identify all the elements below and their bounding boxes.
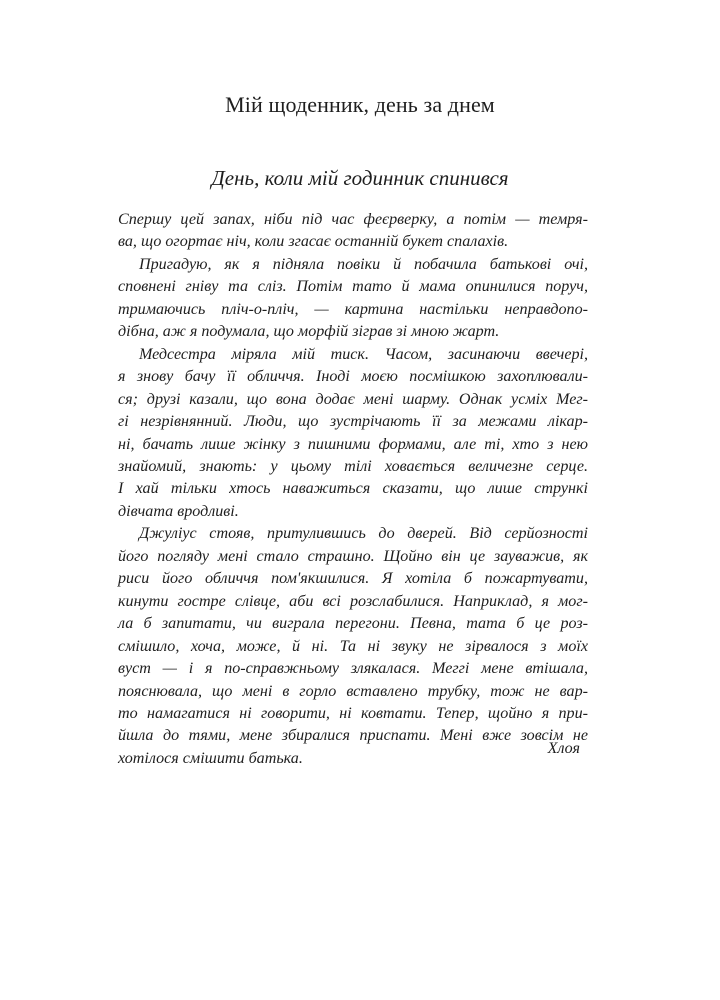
body-text: [118, 209, 588, 770]
text-line: сповнені гніву та сліз. Потім тато й мама опинилися поруч,: [118, 278, 588, 296]
text-line: Джуліус стояв, притулившись до дверей. Від серйозності: [139, 525, 588, 543]
text-line: І хай тільки хтось наважиться сказати, що лише стрункі: [118, 480, 588, 498]
text-line: я знову бачу її обличчя. Іноді моєю посмішкою захоплювали-: [118, 368, 588, 386]
text-line: ся; друзі казали, що вона додає мені шарму. Однак усміх Мег-: [118, 390, 588, 408]
text-line: Пригадую, як я підняла повіки й побачила батькові очі,: [139, 255, 588, 273]
text-line: то намагатися ні говорити, ні ковтати. Тепер, щойно я при-: [118, 704, 588, 722]
text-line: дівчата вродливі.: [118, 502, 239, 520]
text-line: дібна, аж я подумала, що морфій зіграв зі мною жарт.: [118, 323, 500, 341]
section-title: День, коли мій годинник спинився: [211, 166, 509, 190]
text-line: пояснювала, що мені в горло вставлено трубку, тож не вар-: [118, 682, 588, 700]
text-line: гі незрівнянний. Люди, що зустрічають її за межами лікар-: [118, 413, 588, 431]
text-line: йшла до тями, мене збиралися приспати. Мені вже зовсім не: [118, 727, 588, 745]
text-line: ла б запитати, чи виграла перегони. Певна, тата б це роз-: [118, 615, 588, 633]
text-line: риси його обличчя пом'якшилися. Я хотіла б пожартувати,: [118, 570, 588, 588]
text-line: його погляду мені стало страшно. Щойно він це зауважив, як: [118, 547, 588, 565]
text-line: ні, бачать лише жінку з пишними формами, але ті, хто з нею: [118, 435, 588, 453]
text-line: ва, що огортає ніч, коли згасає останній букет спалахів.: [118, 233, 509, 251]
text-line: хотілося смішити батька.: [118, 749, 303, 767]
signature: Хлоя: [547, 740, 580, 757]
text-line: Спершу цей запах, ніби під час феєрверку, а потім — темря-: [118, 211, 588, 228]
text-line: Медсестра міряла мій тиск. Часом, засинаючи ввечері,: [139, 345, 588, 363]
chapter-title: Мій щоденник, день за днем: [225, 92, 495, 117]
text-line: смішило, хоча, може, й ні. Та ні звуку не зірвалося з моїх: [118, 637, 588, 655]
text-line: тримаючись пліч-о-пліч, — картина настільки неправдопо-: [118, 300, 588, 318]
text-line: знайомий, знають: у цьому тілі ховається величезне серце.: [118, 457, 588, 475]
text-line: кинути гостре слівце, аби всі розслабилися. Наприклад, я мог-: [118, 592, 588, 610]
text-line: вуст — і я по-справжньому злякалася. Меггі мене втішала,: [118, 660, 588, 678]
